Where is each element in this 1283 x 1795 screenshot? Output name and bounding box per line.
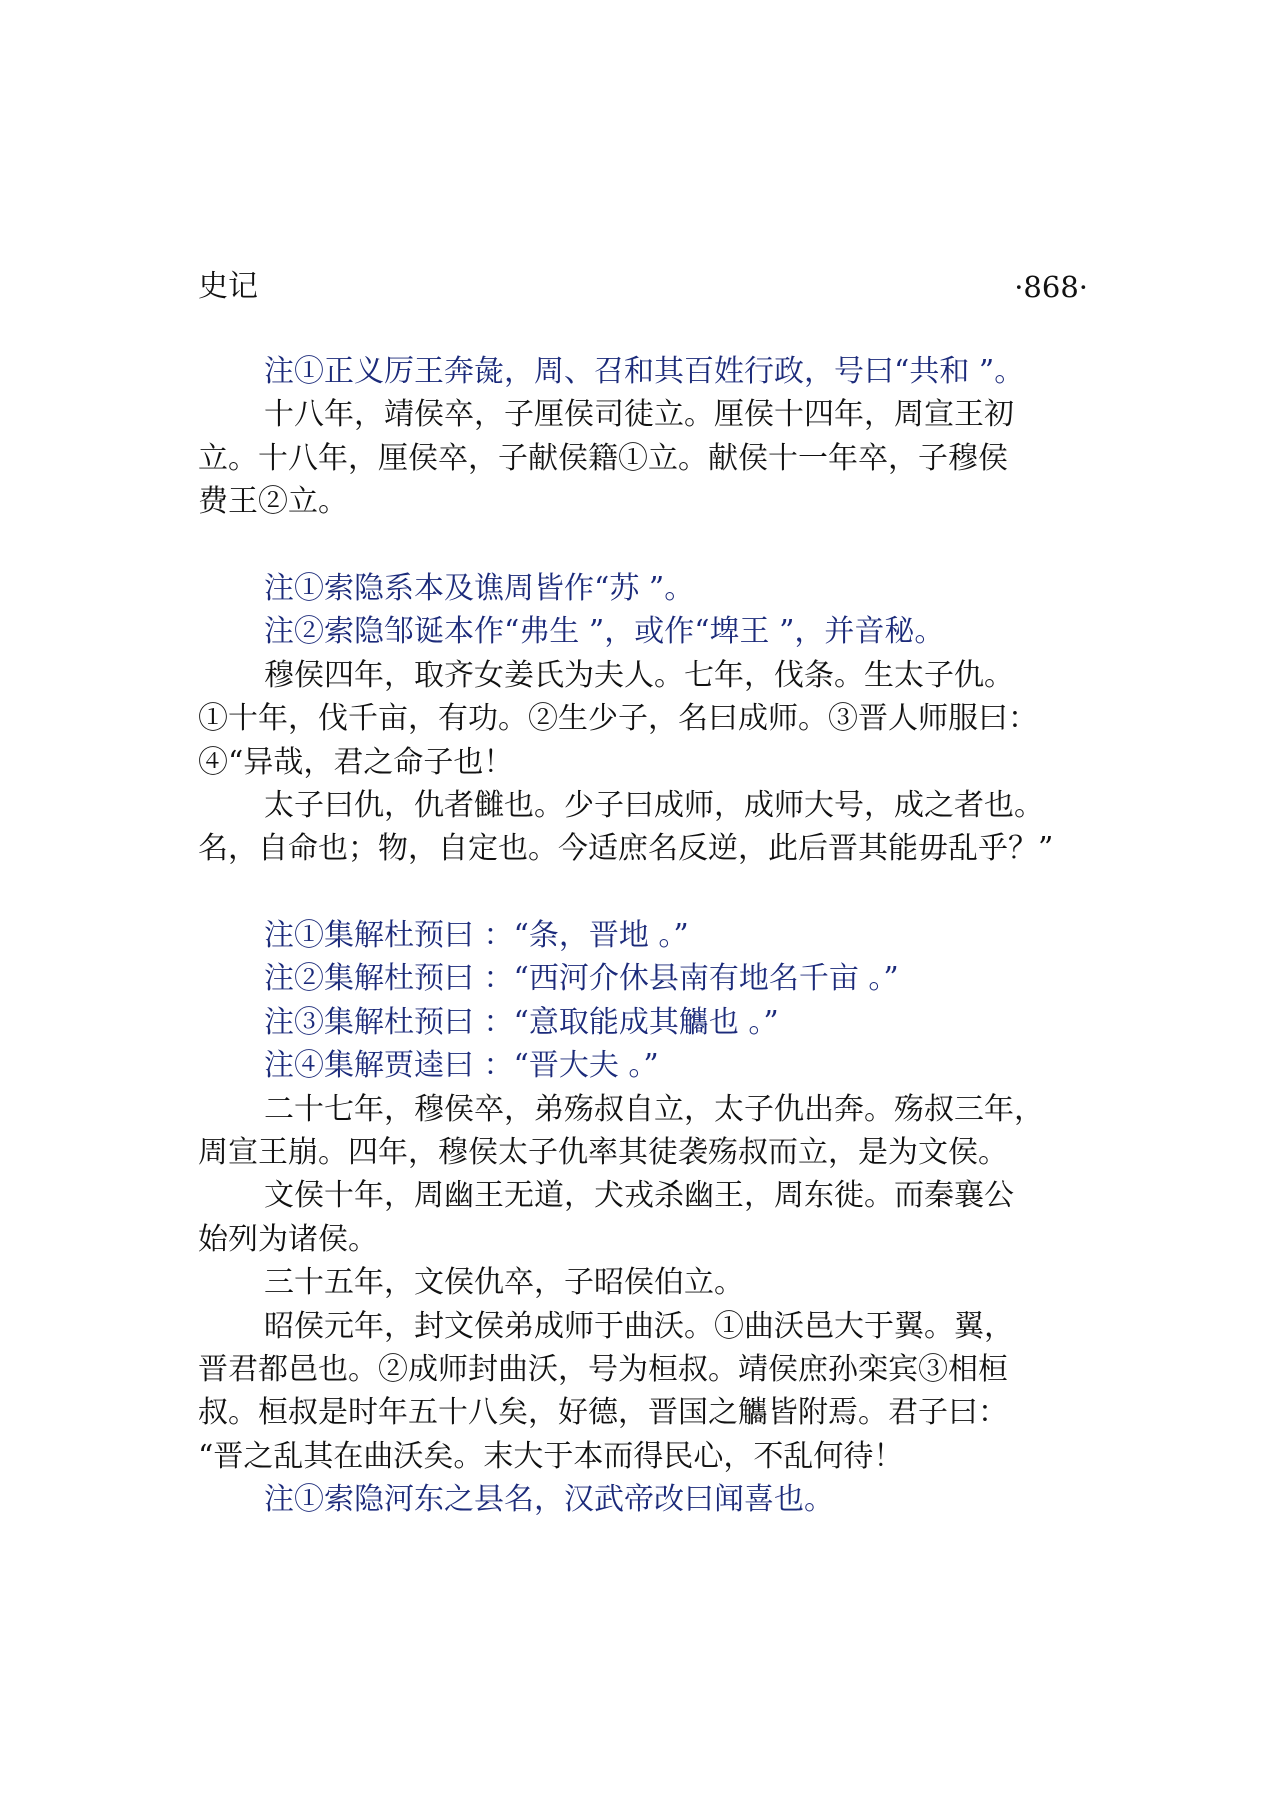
- book-title: 史记: [198, 269, 258, 304]
- note-line: 注②集解杜预曰 ：“西河介休县南有地名千亩 。”: [264, 961, 899, 997]
- note-line: 注③集解杜预曰 ：“意取能成其觿也 。”: [264, 1004, 779, 1040]
- text-line: 二十七年，穆侯卒，弟殇叔自立，太子仇出奔。殇叔三年，: [264, 1091, 1044, 1127]
- text-line: ④“异哉，君之命子也！: [198, 744, 514, 780]
- text-line: 文侯十年，周幽王无道，犬戎杀幽王，周东徙。而秦襄公: [264, 1178, 1014, 1214]
- page-body: [198, 350, 1138, 1522]
- paragraph-gap: [198, 524, 1138, 567]
- page-header: [198, 262, 1088, 312]
- text-line: 穆侯四年，取齐女姜氏为夫人。七年，伐条。生太子仇。: [264, 657, 1014, 693]
- note-line: 注①索隐河东之县名，汉武帝改曰闻喜也。: [264, 1482, 834, 1518]
- note-line: 注①正义厉王奔彘，周、召和其百姓行政，号曰“共和 ”。: [264, 354, 1025, 389]
- text-line: 叔。桓叔是时年五十八矣，好德，晋国之觿皆附焉。君子曰：: [198, 1395, 1008, 1431]
- page-number: ·868·: [1014, 270, 1088, 304]
- note-line: 注①集解杜预曰 ：“条，晋地 。”: [264, 918, 689, 954]
- text-line: ①十年，伐千亩，有功。②生少子，名曰成师。③晋人师服曰：: [198, 701, 1038, 737]
- text-line: 名，自命也；物，自定也。今适庶名反逆，此后晋其能毋乱乎？”: [198, 831, 1054, 867]
- text-line: 周宣王崩。四年，穆侯太子仇率其徒袭殇叔而立，是为文侯。: [198, 1135, 1008, 1171]
- text-line: 费王②立。: [198, 484, 348, 520]
- text-line: 立。十八年，厘侯卒，子献侯籍①立。献侯十一年卒，子穆侯: [198, 440, 1008, 476]
- text-line: 三十五年，文侯仇卒，子昭侯伯立。: [264, 1265, 744, 1301]
- text-line: 始列为诸侯。: [198, 1221, 378, 1257]
- paragraph-gap: [198, 871, 1138, 914]
- text-line: “晋之乱其在曲沃矣。末大于本而得民心，不乱何待！: [198, 1438, 904, 1474]
- note-line: 注②索隐邹诞本作“弗生 ”，或作“埤王 ”，并音秘。: [264, 614, 945, 650]
- note-line: 注④集解贾逵曰 ：“晋大夫 。”: [264, 1048, 659, 1084]
- text-line: 十八年，靖侯卒，子厘侯司徒立。厘侯十四年，周宣王初: [264, 397, 1014, 433]
- text-line: 昭侯元年，封文侯弟成师于曲沃。①曲沃邑大于翼。翼，: [264, 1308, 1014, 1344]
- text-line: 太子曰仇，仇者雠也。少子曰成师，成师大号，成之者也。: [264, 787, 1044, 823]
- note-line: 注①索隐系本及谯周皆作“苏 ”。: [264, 570, 695, 606]
- text-line: 晋君都邑也。②成师封曲沃，号为桓叔。靖侯庶孙栾宾③相桓: [198, 1351, 1008, 1387]
